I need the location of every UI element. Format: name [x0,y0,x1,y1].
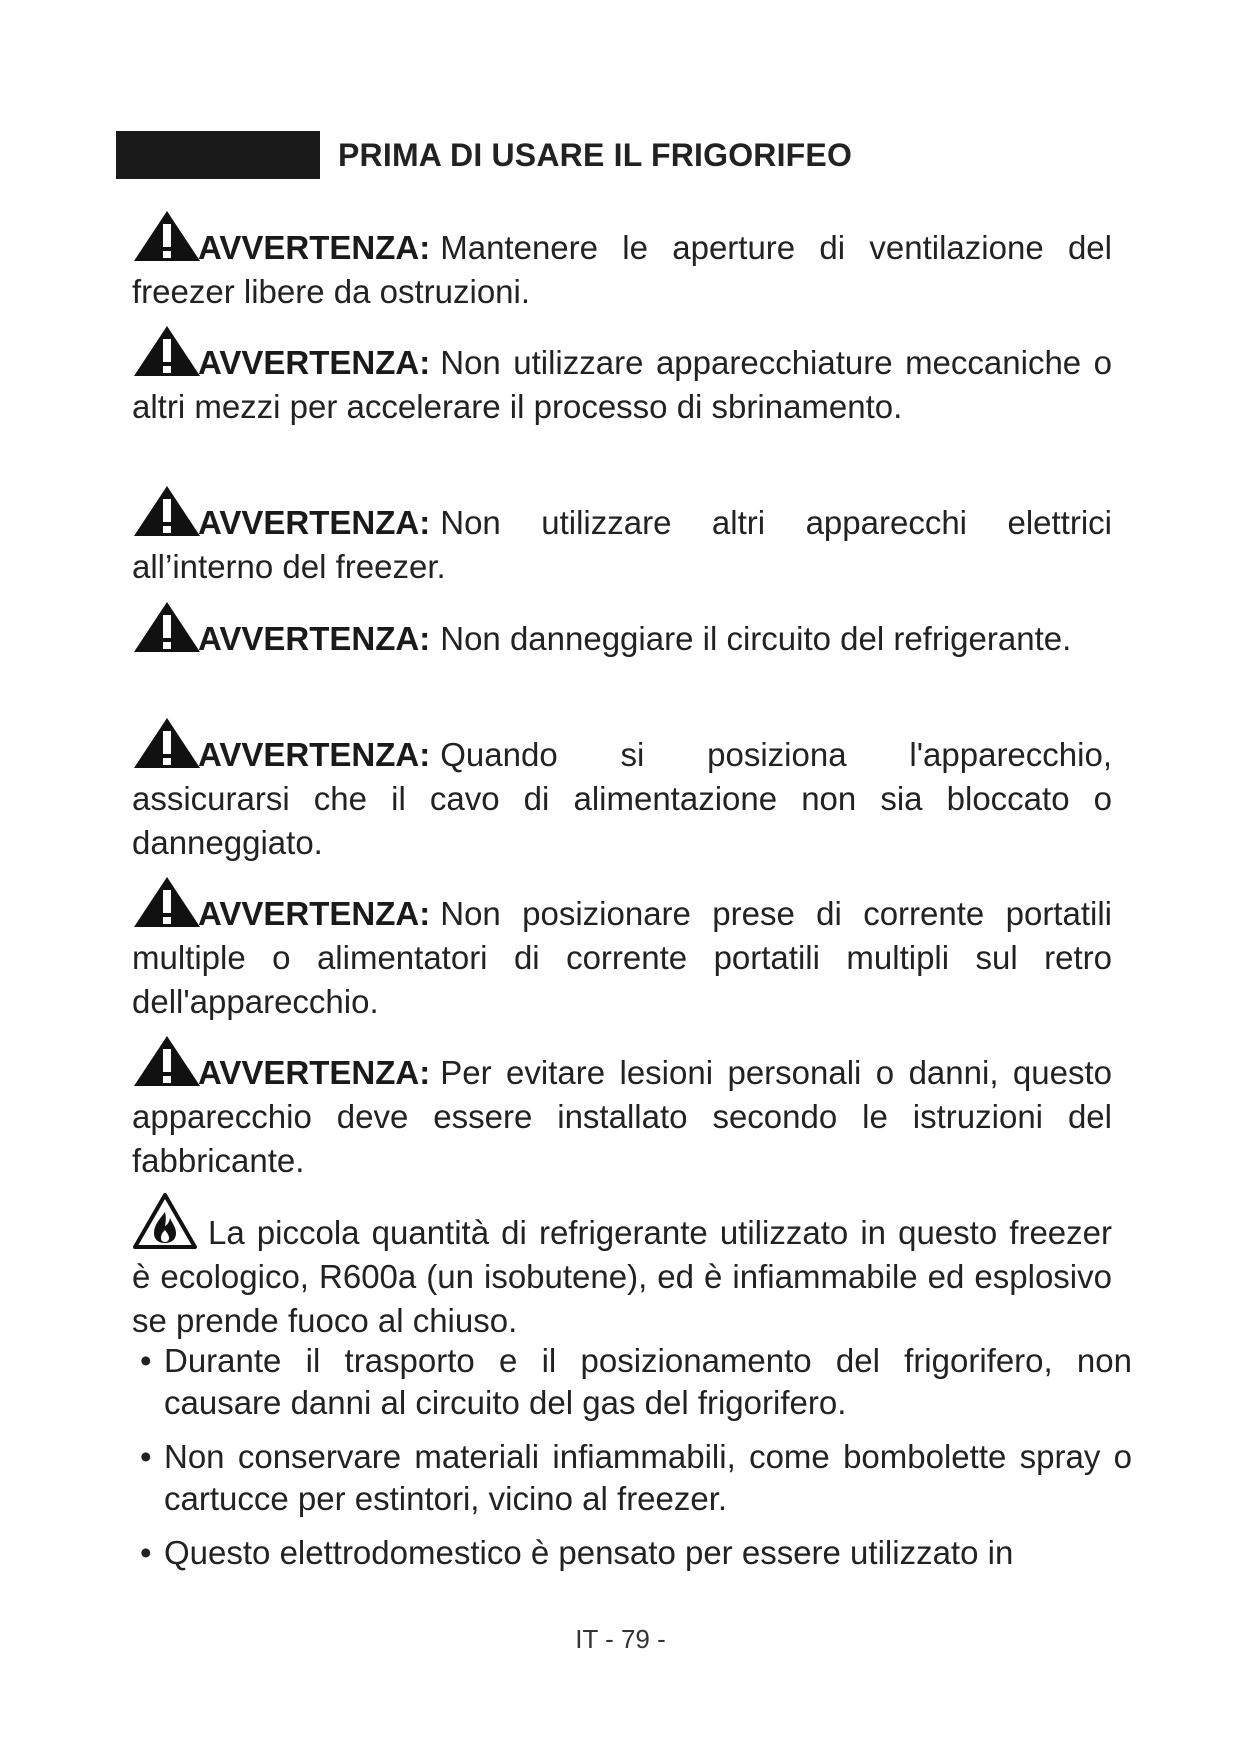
page-number: IT - 79 - [575,1624,666,1654]
bullet-dot: • [140,1438,152,1475]
warning-triangle-icon [132,209,202,263]
warning-label: AVVERTENZA: [198,344,431,381]
warning-triangle-icon [132,716,202,770]
warning-label: AVVERTENZA: [198,229,431,266]
list-item: • Non conservare materiali infiammabili, come bombolette spray o cartucce per estintori, vicino al freezer. [140,1438,1132,1517]
warning-7 [132,1034,1112,1183]
warning-label: AVVERTENZA: [198,1054,431,1091]
flammable-warning-icon [132,1192,198,1250]
warning-label: AVVERTENZA: [198,620,431,657]
bullet-list [132,1340,1132,1586]
warning-5 [132,716,1112,865]
section-header [116,131,852,179]
warning-triangle-icon [132,600,202,654]
section-title: PRIMA DI USARE IL FRIGORIFEO [338,136,853,173]
warning-4 [132,600,1112,661]
warning-label: AVVERTENZA: [198,895,431,932]
list-item: • Durante il trasporto e il posizionamento del frigorifero, non causare danni al circuito del gas del frigorifero. [140,1342,1132,1421]
warning-triangle-icon [132,1034,202,1088]
warning-text: Non utilizzare altri apparecchi elettrici all’interno del freezer. [132,504,1112,585]
warning-triangle-icon [132,484,202,538]
warning-2 [132,324,1112,429]
warning-text: Quando si posiziona l'apparecchio, assicurarsi che il cavo di alimentazione non sia bloccato o danneggiato. [132,736,1112,861]
warning-text: Non posizionare prese di corrente portatili multiple o alimentatori di corrente portatili multipli sul retro dell'apparecchio. [132,895,1112,1020]
list-item: • Questo elettrodomestico è pensato per essere utilizzato in [132,1532,1132,1574]
warning-triangle-icon [132,875,202,929]
warning-text: Per evitare lesioni personali o danni, questo apparecchio deve essere installato secondo le istruzioni del fabbricante. [132,1054,1112,1179]
warning-6 [132,875,1112,1024]
flammable-note-text: La piccola quantità di refrigerante utilizzato in questo freezer è ecologico, R600a (un isobutene), ed è infiammabile ed esplosivo se prende fuoco al chiuso. [132,1214,1112,1339]
warning-3 [132,484,1112,589]
warning-text: Mantenere le aperture di ventilazione del freezer libere da ostruzioni. [132,229,1112,310]
bullet-dot: • [140,1534,152,1571]
bullet-dot: • [140,1342,152,1379]
flammable-note [132,1192,1112,1343]
header-black-bar [116,131,320,179]
warning-label: AVVERTENZA: [198,504,431,541]
warning-triangle-icon [132,324,202,378]
warning-text: Non utilizzare apparecchiature meccaniche o altri mezzi per accelerare il processo di sbrinamento. [132,344,1112,425]
warning-1 [132,209,1112,314]
warning-label: AVVERTENZA: [198,736,431,773]
warning-text: Non danneggiare il circuito del refrigerante. [440,620,1072,657]
